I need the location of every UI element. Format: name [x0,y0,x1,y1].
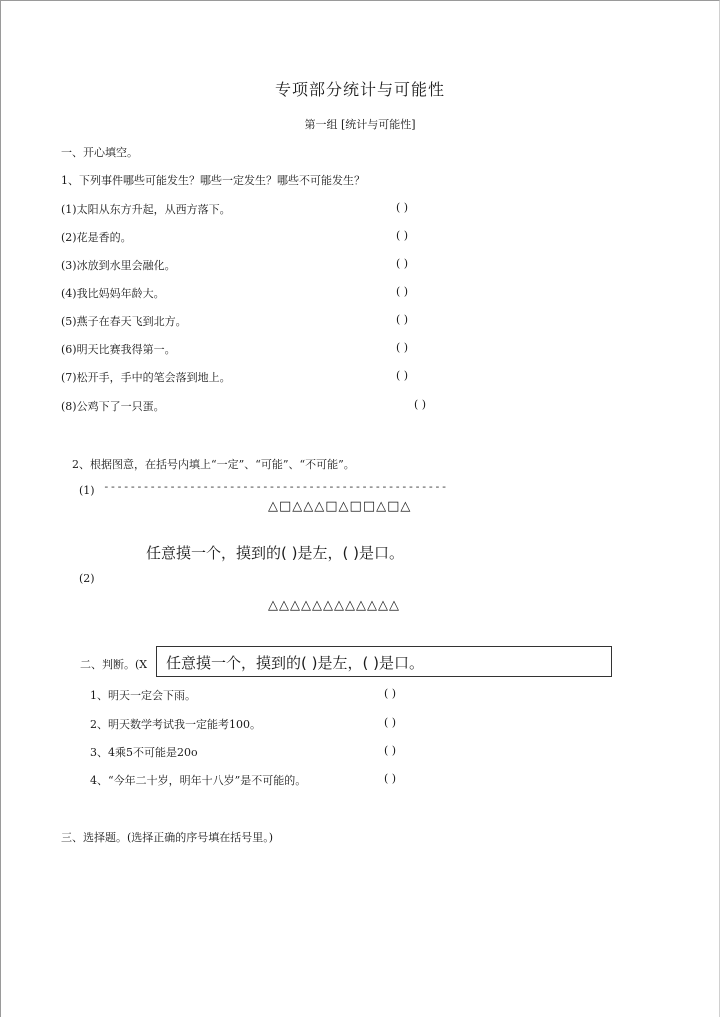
q2-prompt: 2、根据图意，在括号内填上“一定”、“可能”、“不可能”。 [72,458,355,471]
q1-answer-6[interactable]: ( ) [396,341,409,354]
shapes-row-1: △□△△△□△□□△□△ [268,499,412,514]
dashed-separator: ---------------------------------------------------- [103,480,448,493]
shapes-row-2: △△△△△△△△△△△△ [268,598,400,613]
judge-item-4: 4、“今年二十岁，明年十八岁”是不可能的。 [90,774,307,787]
document-title: 专项部分统计与可能性 [274,80,445,99]
section2-heading: 二、判断。(X [80,658,148,671]
q1-answer-2[interactable]: ( ) [396,229,409,242]
q1-answer-3[interactable]: ( ) [396,257,409,270]
q2-sentence-1: 任意摸一个，摸到的( )是左，( )是口。 [146,544,404,562]
q1-answer-8[interactable]: ( ) [414,398,427,411]
q1-answer-5[interactable]: ( ) [396,313,409,326]
overlay-sentence: 任意摸一个，摸到的( )是左，( )是口。 [166,654,424,672]
judge-answer-2[interactable]: ( ) [384,716,397,729]
q1-prompt: 1、下列事件哪些可能发生？哪些一定发生？哪些不可能发生？ [61,174,365,187]
q1-item-4: (4)我比妈妈年龄大。 [61,287,165,300]
document-subtitle: 第一组 [统计与可能性] [304,118,416,131]
q1-item-5: (5)燕子在春天飞到北方。 [61,315,187,328]
q1-item-7: (7)松开手，手中的笔会落到地上。 [61,371,231,384]
q1-item-2: (2)花是香的。 [61,231,132,244]
overlay-text-box [156,646,612,677]
q1-item-1: (1)太阳从东方升起，从西方落下。 [61,203,231,216]
q2-sub1-label: (1) [79,484,95,497]
judge-answer-4[interactable]: ( ) [384,772,397,785]
q1-item-3: (3)冰放到水里会融化。 [61,259,176,272]
judge-item-1: 1、明天一定会下雨。 [90,689,196,702]
section3-heading: 三、选择题。(选择正确的序号填在括号里。) [61,831,274,844]
q2-sub2-label: (2) [79,572,95,585]
q1-answer-4[interactable]: ( ) [396,285,409,298]
judge-answer-3[interactable]: ( ) [384,744,397,757]
q1-answer-7[interactable]: ( ) [396,369,409,382]
q1-item-8: (8)公鸡下了一只蛋。 [61,400,165,413]
q1-answer-1[interactable]: ( ) [396,201,409,214]
q1-item-6: (6)明天比赛我得第一。 [61,343,176,356]
judge-item-3: 3、4乘5不可能是20o [90,746,198,759]
judge-answer-1[interactable]: ( ) [384,687,397,700]
section1-heading: 一、开心填空。 [61,146,138,159]
judge-item-2: 2、明天数学考试我一定能考100。 [90,718,261,731]
